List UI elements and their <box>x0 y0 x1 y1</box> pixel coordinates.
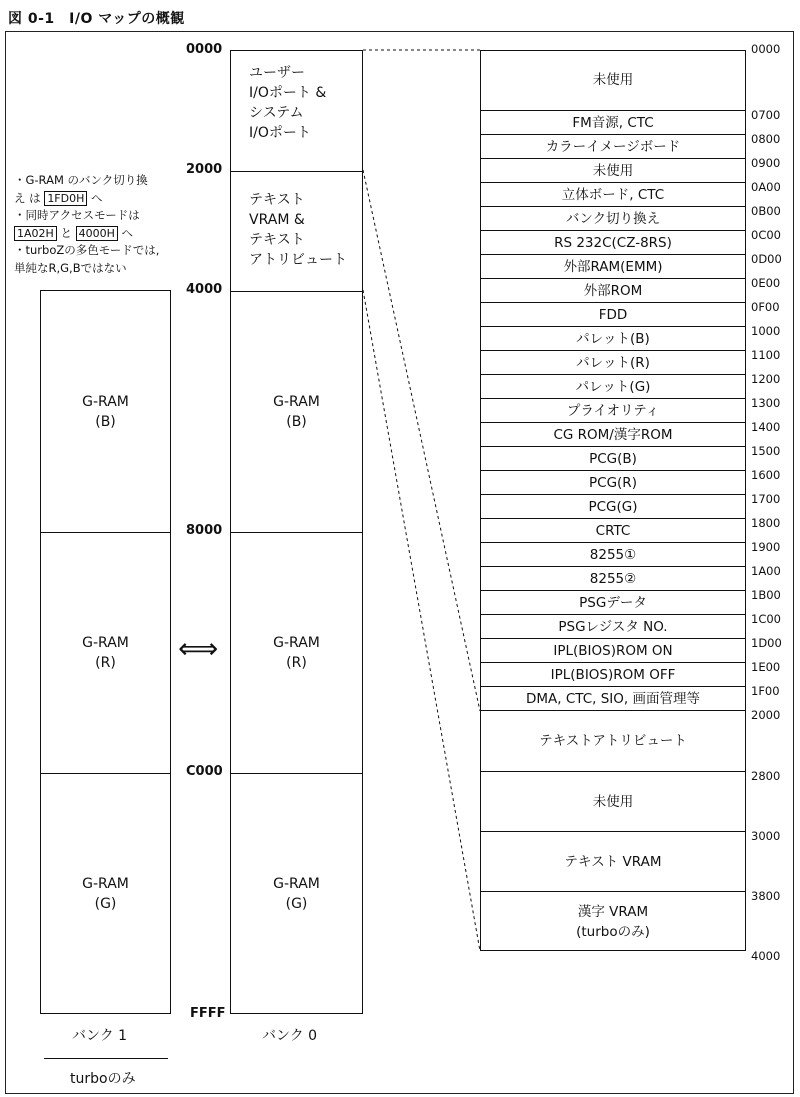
detail-address-1100: 1100 <box>751 348 781 362</box>
bank0-address-0000: 0000 <box>186 42 223 57</box>
detail-cell-0700: FM音源, CTC <box>480 110 746 134</box>
simultaneous-access-address-box-1: 1A02H <box>14 226 57 241</box>
detail-cell-1c00: PSGレジスタ NO. <box>480 614 746 638</box>
detail-cell-1900: 8255① <box>480 542 746 566</box>
detail-address-1000: 1000 <box>751 324 781 338</box>
note-line-5: ・turboZの多色モードでは, <box>14 243 160 257</box>
bank0-address-2000: 2000 <box>186 162 223 177</box>
bank0-cell-gram-r: G-RAM (R) <box>231 532 362 773</box>
detail-address-1d00: 1D00 <box>751 636 782 650</box>
detail-address-0c00: 0C00 <box>751 228 781 242</box>
detail-address-0b00: 0B00 <box>751 204 781 218</box>
detail-cell-0a00: 立体ボード, CTC <box>480 182 746 206</box>
detail-cell-1600: PCG(R) <box>480 470 746 494</box>
bank1-caption: バンク 1 <box>72 1028 128 1044</box>
detail-cell-3000: テキスト VRAM <box>480 831 746 891</box>
detail-cell-2800: 未使用 <box>480 771 746 831</box>
detail-cell-1300: プライオリティ <box>480 398 746 422</box>
bank0-address-ffff: FFFF <box>190 1006 226 1021</box>
detail-address-0900: 0900 <box>751 156 781 170</box>
detail-address-1700: 1700 <box>751 492 781 506</box>
detail-cell-1000: パレット(B) <box>480 326 746 350</box>
detail-address-3800: 3800 <box>751 889 781 903</box>
detail-address-3000: 3000 <box>751 829 781 843</box>
detail-cell-3800: 漢字 VRAM (turboのみ) <box>480 891 746 951</box>
detail-address-1400: 1400 <box>751 420 781 434</box>
detail-address-0a00: 0A00 <box>751 180 781 194</box>
detail-address-1e00: 1E00 <box>751 660 781 674</box>
detail-cell-1100: パレット(R) <box>480 350 746 374</box>
detail-address-1800: 1800 <box>751 516 781 530</box>
detail-cell-1a00: 8255② <box>480 566 746 590</box>
detail-cell-1200: パレット(G) <box>480 374 746 398</box>
detail-cell-0800: カラーイメージボード <box>480 134 746 158</box>
detail-address-2800: 2800 <box>751 769 781 783</box>
note-line-2-suffix: へ <box>91 190 103 205</box>
detail-address-1a00: 1A00 <box>751 564 781 578</box>
note-line-3: ・同時アクセスモードは <box>14 208 140 222</box>
detail-address-1f00: 1F00 <box>751 684 780 698</box>
bank-switch-address-box: 1FD0H <box>44 191 87 206</box>
detail-cell-1e00: IPL(BIOS)ROM OFF <box>480 662 746 686</box>
bank0-address-8000: 8000 <box>186 523 223 538</box>
bank1-cell-b: G-RAM (B) <box>82 393 129 430</box>
detail-cell-1400: CG ROM/漢字ROM <box>480 422 746 446</box>
bank0-cell-gram-g: G-RAM (G) <box>231 773 362 1013</box>
detail-cell-0900: 未使用 <box>480 158 746 182</box>
bank0-address-4000: 4000 <box>186 282 223 297</box>
detail-cell-0000: 未使用 <box>592 72 634 88</box>
detail-address-2000: 2000 <box>751 708 781 722</box>
detail-address-0d00: 0D00 <box>751 252 782 266</box>
detail-address-0800: 0800 <box>751 132 781 146</box>
turbo-only-caption: turboのみ <box>70 1071 136 1087</box>
note-line-1: ・G-RAM のバンク切り換 <box>14 173 148 187</box>
detail-cell-1800: CRTC <box>480 518 746 542</box>
bank1-cell-r: G-RAM (R) <box>41 532 170 773</box>
note-line-2-prefix: え は <box>14 190 41 205</box>
detail-address-1c00: 1C00 <box>751 612 781 626</box>
detail-address-1b00: 1B00 <box>751 588 781 602</box>
detail-cell-0f00: FDD <box>480 302 746 326</box>
detail-address-1200: 1200 <box>751 372 781 386</box>
detail-cell-0b00: バンク切り換え <box>480 206 746 230</box>
detail-cell-1f00: DMA, CTC, SIO, 画面管理等 <box>480 686 746 710</box>
double-arrow-icon: ⟺ <box>178 632 219 665</box>
detail-address-1900: 1900 <box>751 540 781 554</box>
detail-address-1500: 1500 <box>751 444 781 458</box>
connector-4000 <box>363 290 480 951</box>
note-line-6: 単純なR,G,Bではない <box>14 260 127 275</box>
detail-cell-2000: テキストアトリビュート <box>480 710 746 771</box>
detail-cell-1500: PCG(B) <box>480 446 746 470</box>
detail-address-1600: 1600 <box>751 468 781 482</box>
detail-address-0700: 0700 <box>751 108 781 122</box>
note-line-4-suffix: へ <box>121 225 134 240</box>
detail-cell-1700: PCG(G) <box>480 494 746 518</box>
bank0-address-c000: C000 <box>186 764 223 779</box>
bank0-cell-io-ports: ユーザー I/Oポート & システム I/Oポート <box>249 65 327 141</box>
figure-title: 図 0-1 I/O マップの概観 <box>8 11 185 27</box>
bank0-caption: バンク 0 <box>262 1028 318 1044</box>
bank0-cell-text-vram: テキスト VRAM & テキスト アトリビュート <box>231 171 362 291</box>
detail-address-0e00: 0E00 <box>751 276 781 290</box>
detail-address-0000: 0000 <box>751 42 781 56</box>
detail-address-1300: 1300 <box>751 396 781 410</box>
detail-cell-0c00: RS 232C(CZ-8RS) <box>480 230 746 254</box>
bank0-cell-gram-b: G-RAM (B) <box>231 291 362 532</box>
detail-address-4000: 4000 <box>751 949 781 963</box>
detail-cell-0d00: 外部RAM(EMM) <box>480 254 746 278</box>
note-line-4-mid: と <box>60 225 72 240</box>
bank1-cell-g: G-RAM (G) <box>41 773 170 1013</box>
detail-address-0f00: 0F00 <box>751 300 780 314</box>
detail-cell-1d00: IPL(BIOS)ROM ON <box>480 638 746 662</box>
simultaneous-access-address-box-2: 4000H <box>76 226 118 241</box>
detail-cell-0e00: 外部ROM <box>480 278 746 302</box>
detail-cell-1b00: PSGデータ <box>480 590 746 614</box>
connector-2000 <box>363 170 480 711</box>
